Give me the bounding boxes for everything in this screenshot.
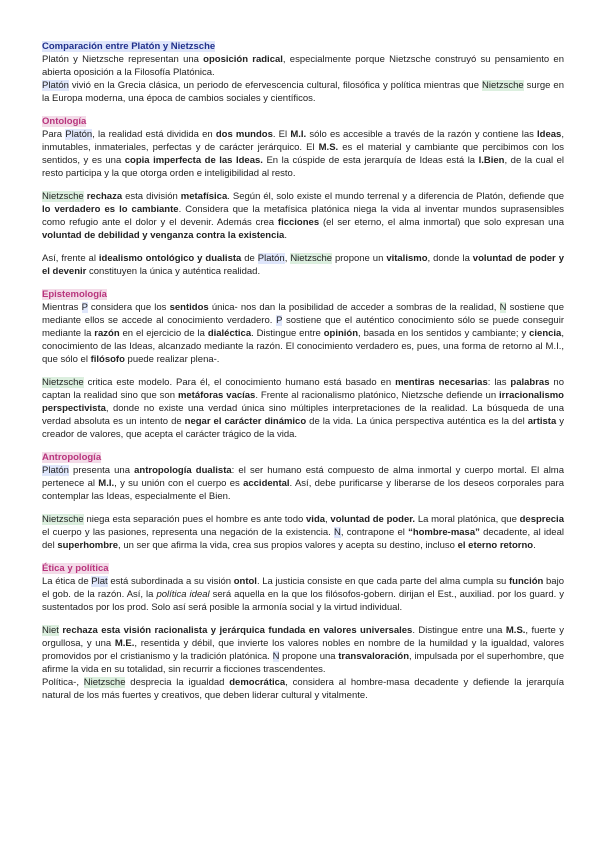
intro-paragraph-1: Platón y Nietzsche representan una oposición radical, especialmente porque Nietzsche construyó su pensamiento en abierta oposición a la Filosofía Platónica. (42, 54, 564, 78)
section-heading-etica: Ética y política (42, 563, 109, 574)
ontologia-paragraph-2: Nietzsche rechaza esta división metafísica. Según él, solo existe el mundo terrenal y a diferencia de Platón, defiende que lo verdadero es lo cambiante. Considera que la metafísica platónica niega la vida al inventar mundos suprasensibles como refugio ante el dolor y el devenir. Además crea ficciones (el ser eterno, el alma inmortal) que solo expresan una voluntad de debilidad y venganza contra la existencia. (42, 191, 565, 241)
etica-paragraph-1: La ética de Plat está subordinada a su visión ontol. La justicia consiste en que cada parte del alma cumpla su función bajo el gob. de la razón. Así, la política ideal será aquella en la que los filósofos-gobern. dirijan el Est., auxiliad. por los guard. y sustentados por los prod. Solo así será posible la armonía social y la virtud individual. (42, 576, 565, 613)
document-title: Comparación entre Platón y Nietzsche (42, 41, 216, 52)
section-heading-antropologia: Antropología (42, 452, 102, 463)
ontologia-paragraph-1: Para Platón, la realidad está dividida en dos mundos. El M.I. sólo es accesible a través de la razón y contiene las Ideas, inmutables, inmateriales, perfectas y de carácter jerárquico. El M.S. es el material y cambiante que percibimos con los sentidos, y es una copia imperfecta de las Ideas. En la cúspide de esta jerarquía de Ideas está la I.Bien, de la cual el resto participa y la que otorga orden e inteligibilidad al resto. (42, 129, 565, 179)
document-content (42, 40, 564, 702)
section-heading-epistemologia: Epistemología (42, 289, 107, 300)
epistemologia-paragraph-1: Mientras P considera que los sentidos única- nos dan la posibilidad de acceder a sombras de la realidad, N sostiene que mediante ellos se accede al conocimiento verdadero. P sostiene que el auténtico conocimiento sólo se puede conseguir mediante la razón en el ejercicio de la dialéctica. Distingue entre opinión, basada en los sentidos y cambiante; y ciencia, conocimiento de las Ideas, alcanzado mediante la razón. El conocimiento verdadero es, pues, una forma de retorno al M.I., que sólo el filósofo puede realizar plena-. (42, 302, 564, 365)
antropologia-paragraph-1: Platón presenta una antropología dualista: el ser humano está compuesto de alma inmortal y cuerpo mortal. El alma pertenece al M.I., y su unión con el cuerpo es accidental. Así, debe purificarse y liberarse de los deseos corporales para contemplar las Ideas, especialmente el Bien. (42, 465, 565, 502)
etica-paragraph-3: Política-, Nietzsche desprecia la igualdad democrática, considera al hombre-masa decadente y defiende la jerarquía natural de los más fuertes y creativos, que deben liderar cultural y vitalmente. (42, 677, 564, 701)
section-heading-ontologia: Ontología (42, 116, 87, 127)
intro-paragraph-2: Platón vivió en la Grecia clásica, un periodo de efervescencia cultural, filosófica y política mientras que Nietzsche surge en la Europa moderna, una época de cambios sociales y científicos. (42, 80, 564, 104)
etica-paragraph-2: Niet rechaza esta visión racionalista y jerárquica fundada en valores universales. Distingue entre una M.S., fuerte y orgullosa, y una M.E., resentida y débil, que invierte los valores nobles en nombre de la humildad y la igualdad, valores promovidos por el cristianismo y la tradición platónica. N propone una transvaloración, impulsada por el superhombre, que afirme la vida en su totalidad, sin recurrir a ficciones trascendentes. (42, 625, 565, 675)
ontologia-paragraph-3: Así, frente al idealismo ontológico y dualista de Platón, Nietzsche propone un vitalismo, donde la voluntad de poder y el devenir constituyen la única y auténtica realidad. (42, 253, 564, 277)
epistemologia-paragraph-2: Nietzsche critica este modelo. Para él, el conocimiento humano está basado en mentiras necesarias: las palabras no captan la realidad sino que son metáforas vacías. Frente al racionalismo platónico, Nietzsche defiende un irracionalismo perspectivista, donde no existe una verdad única sino múltiples interpretaciones de la realidad. La búsqueda de una verdad absoluta es un intento de negar el carácter dinámico de la vida. La única perspectiva auténtica es la del artista y creador de valores, que acepta el carácter trágico de la vida. (42, 377, 565, 440)
antropologia-paragraph-2: Nietzsche niega esta separación pues el hombre es ante todo vida, voluntad de poder. La moral platónica, que desprecia el cuerpo y las pasiones, representa una negación de la existencia. N, contrapone el “hombre-masa” decadente, al ideal del superhombre, un ser que afirma la vida, crea sus propios valores y acepta su destino, incluso el eterno retorno. (42, 514, 564, 551)
